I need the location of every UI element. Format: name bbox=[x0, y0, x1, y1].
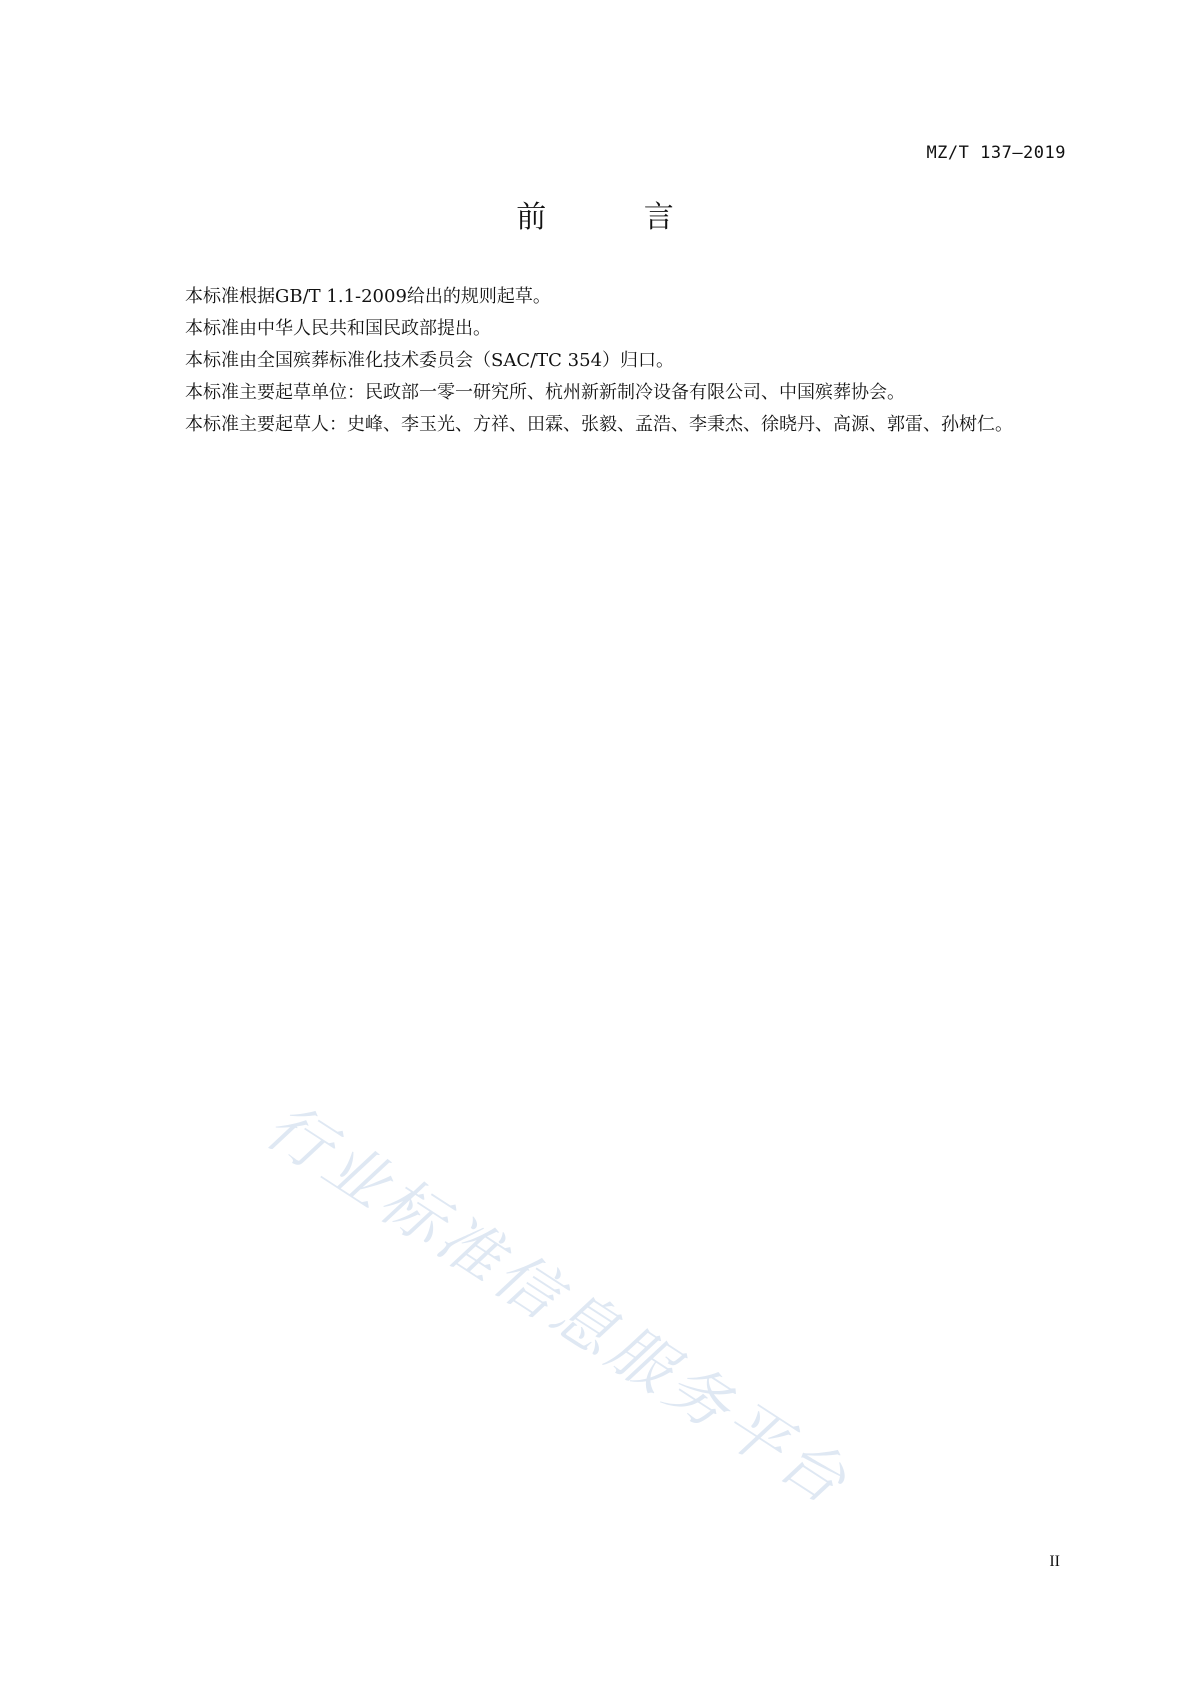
page-number: II bbox=[1049, 1553, 1060, 1570]
paragraph-drafting-units: 本标准主要起草单位：民政部一零一研究所、杭州新新制冷设备有限公司、中国殡葬协会。 bbox=[185, 382, 905, 403]
paragraph-committee: 本标准由全国殡葬标准化技术委员会（SAC/TC 354）归口。 bbox=[185, 350, 675, 371]
watermark: 行业标准信息服务平台 bbox=[253, 1088, 864, 1521]
paragraph-drafters: 本标准主要起草人：史峰、李玉光、方祥、田霖、张毅、孟浩、李秉杰、徐晓丹、高源、郭雷、孙树仁。 bbox=[185, 414, 1013, 435]
page-title: 前 言 bbox=[516, 200, 718, 235]
paragraph-proposer: 本标准由中华人民共和国民政部提出。 bbox=[185, 318, 491, 339]
paragraph-drafting-rules: 本标准根据GB/T 1.1-2009给出的规则起草。 bbox=[185, 286, 551, 307]
document-code: MZ/T 137—2019 bbox=[926, 143, 1066, 163]
foreword-body bbox=[143, 281, 1067, 441]
